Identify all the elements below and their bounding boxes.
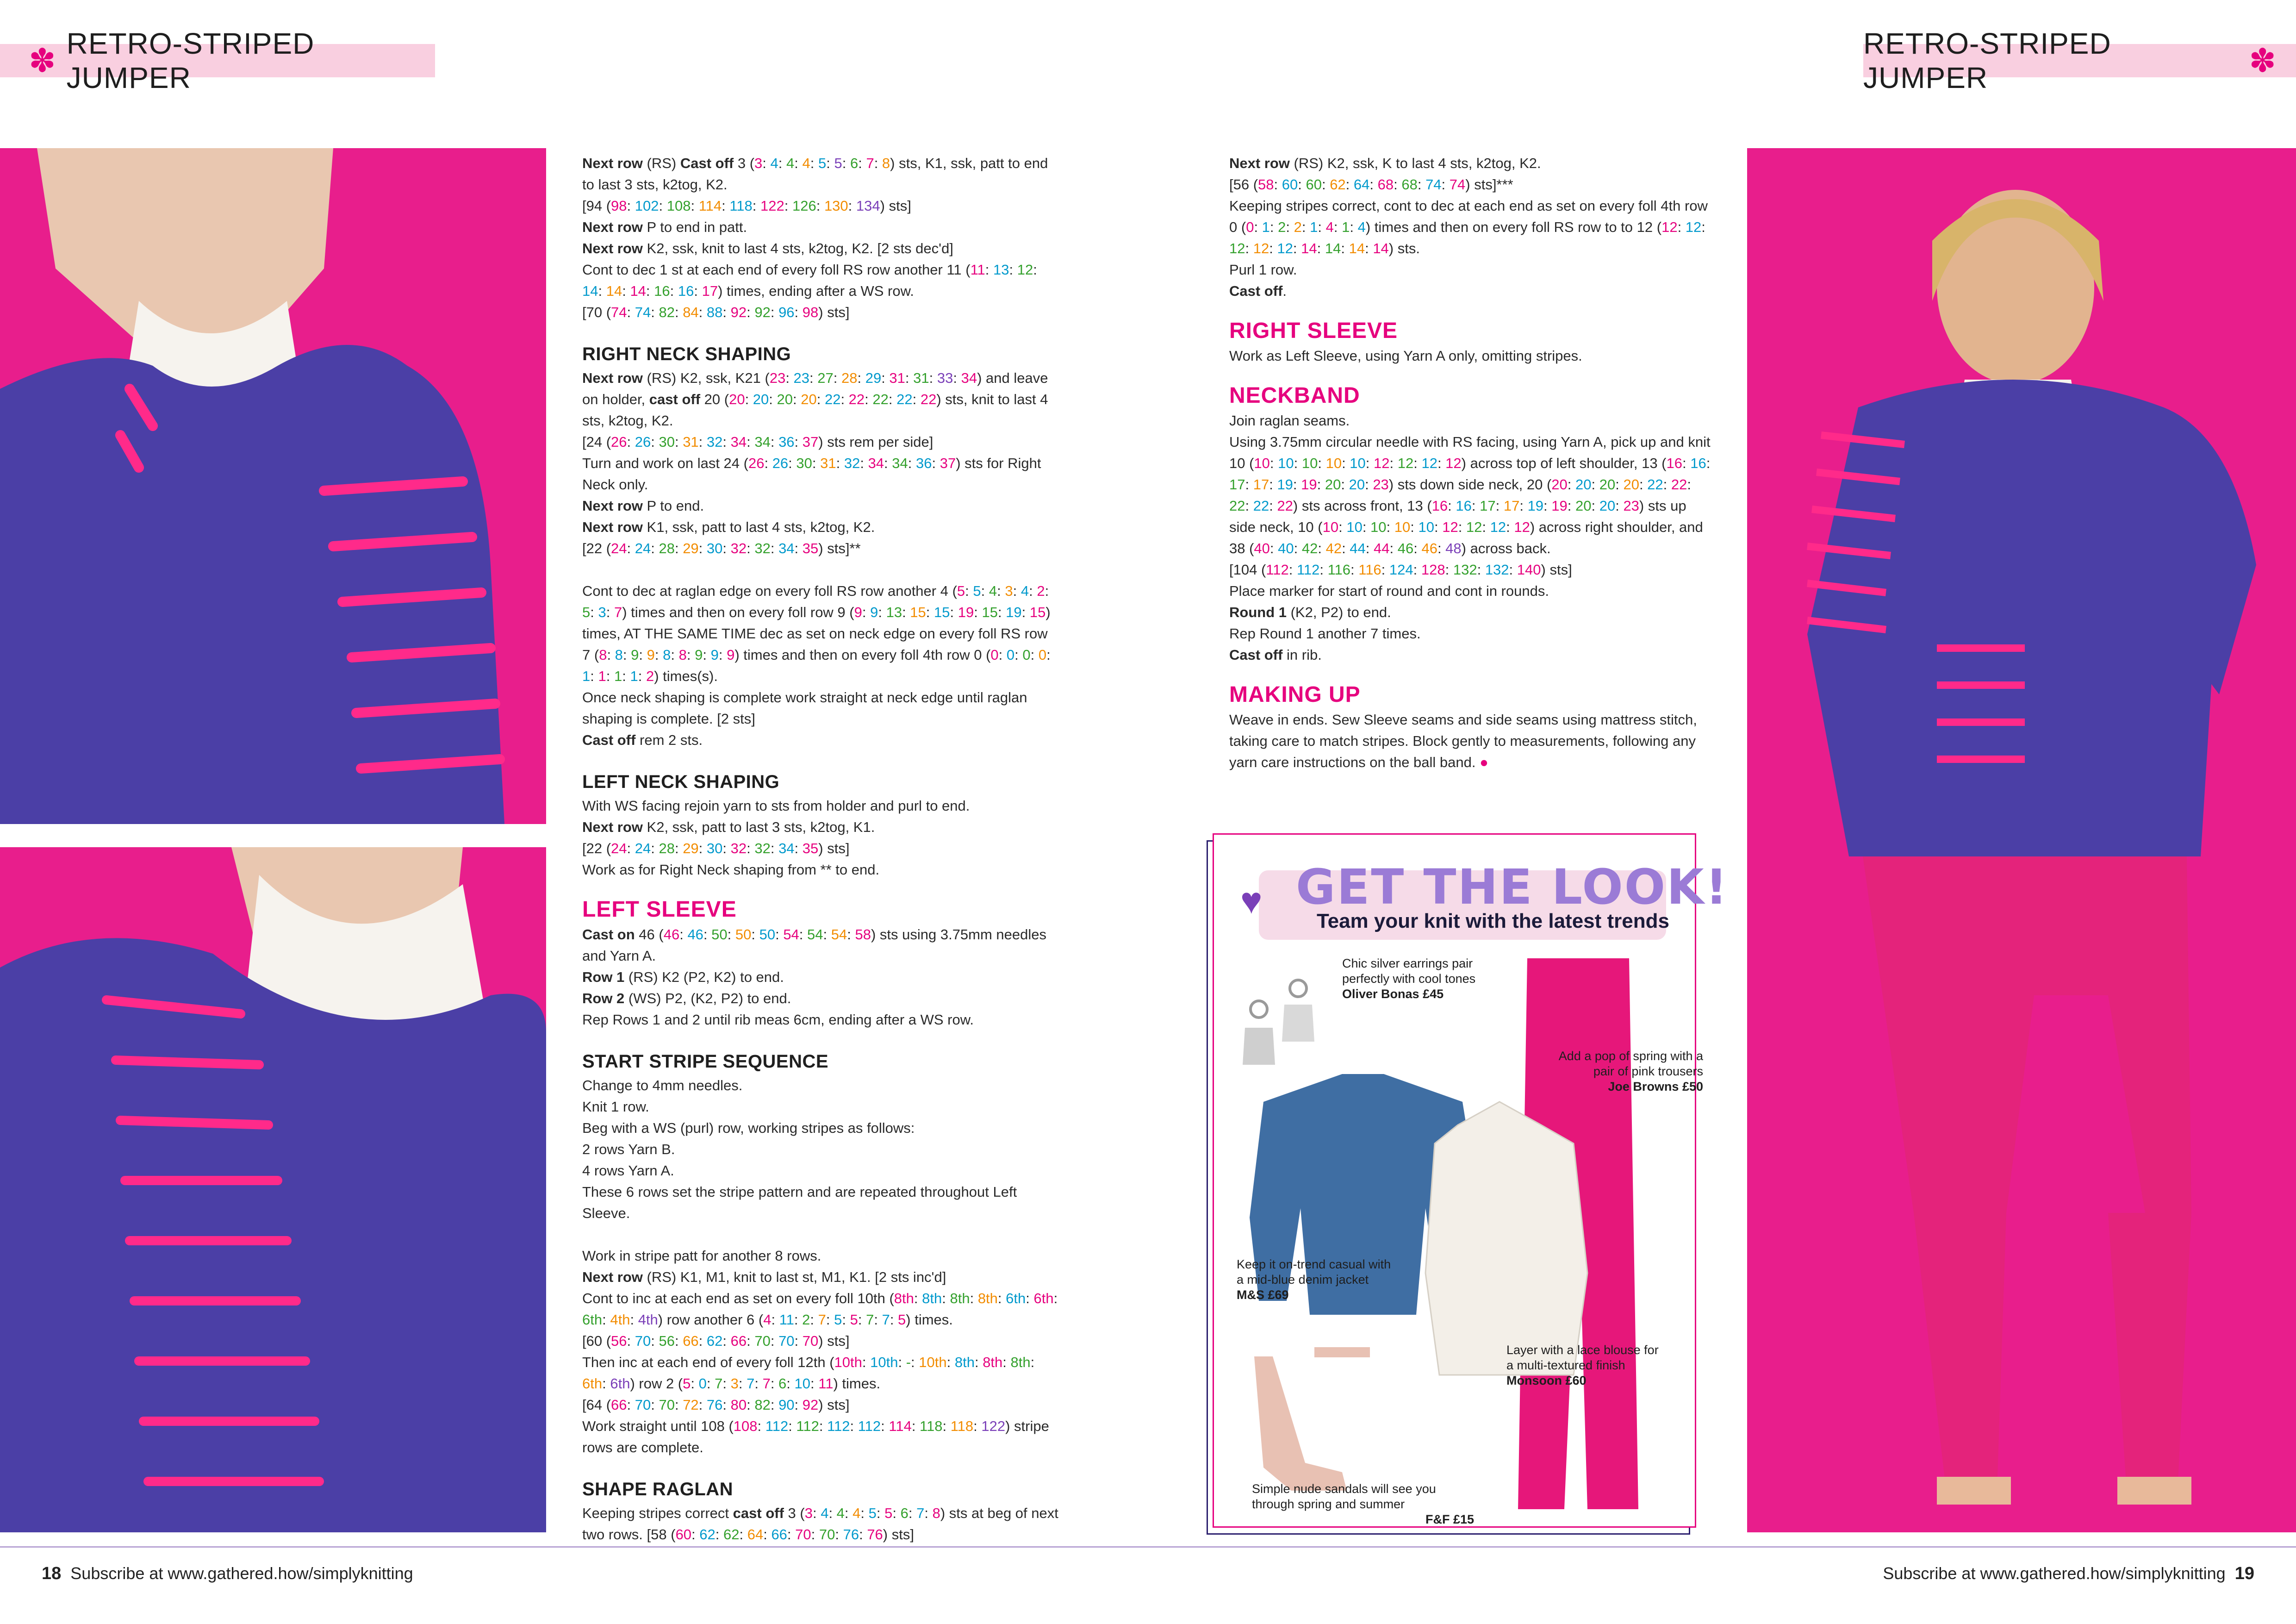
section-heading: RIGHT SLEEVE — [1229, 319, 1398, 343]
photo-model-full — [1747, 148, 2296, 1532]
header-tab-left — [0, 27, 435, 94]
pattern-column-left: Next row (RS) Cast off 3 (3: 4: 4: 4: 5: 5: 6: 7: 8) sts, K1, ssk, patt to end to last 3 sts, k2tog, K2. [94 (98: 102: 108: 114: 118: 122: 126: 130: 134) sts] Next row P to end in patt. Next row K2, ssk, knit to last 4 sts, k2tog, K2. [2 sts dec'd] Cont to dec 1 st at each end of every foll RS row another 11 (11: 13: 12: 14: 14: 14: 16: 16: 17) times, ending after a WS row. [70 (74: 74: 82: 84: 88: 92: 92: 96: 98) sts] RIGHT NECK SHAPING Next row (RS) K2, ssk, K21 (23: 23: 27: 28: 29: 31: 31: 33: 34) and leave on holder, cast off 20 (20: 20: 20: 20: 22: 22: 22: 22: 22) sts, knit to last 4 sts, k2tog, K2. [24 (26: 26: 30: 31: 32: 34: 34: 36: 37) sts rem per side] Turn and work on last 24 (26: 26: 30: 31: 32: 34: 34: 36: 37) sts for Right Neck only. Next row P to end. Next row K1, ssk, patt to last 4 sts, k2tog, K2. [22 (24: 24: 28: 29: 30: 32: 32: 34: 35) sts]** Cont to dec at raglan edge on every foll RS row another 4 (5: 5: 4: 3: 4: 2: 5: 3: 7) times and then on every foll row 9 (9: 9: 13: 15: 15: 19: 15: 19: 15) times, AT THE SAME TIME dec as set on neck edge on every foll RS row 7 (8: 8: 9: 9: 8: 8: 9: 9: 9) times and then on every foll 4th row 0 (0: 0: 0: 0: 1: 1: 1: 1: 2) times(s). Once neck shaping is complete work straight at neck edge until raglan shaping is complete. [2 sts] Cast off rem 2 sts. LEFT NECK SHAPING With WS facing rejoin yarn to sts from holder and purl to end. Next row K2, ssk, patt to last 3 sts, k2tog, K1. [22 (24: 24: 28: 29: 30: 32: 32: 34: 35) sts] Work as for Right Neck shaping from ** to end. LEFT SLEEVE Cast on 46 (46: 46: 50: 50: 50: 54: 54: 54: 58) sts using 3.75mm needles and Yarn A. Row 1 (RS) K2 (P2, K2) to end. Row 2 (WS) P2, (K2, P2) to end. Rep Rows 1 and 2 until rib meas 6cm, ending after a WS row. START STRIPE SEQUENCE Change to 4mm needles. Knit 1 row. Beg with a WS (purl) row, working stripes as follows: 2 rows Yarn B. 4 rows Yarn A. These 6 rows set the stripe pattern and are repeated throughout Left Sleeve. Work in stripe patt for another 8 rows. Next row (RS) K1, M1, knit to last st, M1, K1. [2 sts inc'd] Cont to inc at each end as set on every foll 10th (8th: 8th: 8th: 8th: 6th: 6th: 6th: 4th: 4th) row another 6 (4: 11: 2: 7: 5: 5: 7: 7: 5) times. [60 (56: 70: 56: 66: 62: 66: 70: 70: 70) sts] Then inc at each end of every foll 12th (10th: 10th: -: 10th: 8th: 8th: 8th: 6th: 6th) row 2 (5: 0: 7: 3: 7: 7: 6: 10: 11) times. [64 (66: 70: 70: 72: 76: 80: 82: 90: 92) sts] Work straight until 108 (108: 112: 112: 112: 112: 114: 118: 118: 122) stripe rows are complete. SHAPE RAGLAN Keeping stripes correct cast off 3 (3: 4: 4: 4: 5: 5: 6: 7: 8) sts at beg of next two rows. [58 (60: 62: 62: 64: 66: 70: 70: 76: 76) sts] — [582, 155, 1058, 1543]
footer-right — [1883, 1564, 2254, 1584]
caption-trousers: Add a pop of spring with a pair of pink trousers Joe Browns £50 — [1558, 1049, 1703, 1093]
flower-icon: ✽ — [29, 43, 56, 79]
section-heading: START STRIPE SEQUENCE — [582, 1051, 829, 1072]
lace-blouse-image — [1425, 1102, 1587, 1375]
right-sleeve-text: Work as Left Sleeve, using Yarn A only, omitting stripes. — [1229, 348, 1582, 364]
page-title-left: RETRO-STRIPED JUMPER — [66, 27, 315, 94]
caption-earrings: Chic silver earrings pair perfectly with cool tones Oliver Bonas £45 — [1342, 956, 1476, 1001]
footer-left — [42, 1564, 413, 1584]
flower-icon: ✽ — [2249, 43, 2277, 79]
sandal-image — [1254, 1347, 1370, 1491]
heart-icon: ♥ — [1240, 880, 1263, 921]
subscribe-link-left[interactable]: Subscribe at www.gathered.how/simplyknitting — [70, 1564, 413, 1583]
yarn-ball-icon: ● — [1480, 754, 1488, 770]
page-number-left: 18 — [42, 1564, 62, 1583]
section-heading: SHAPE RAGLAN — [582, 1479, 734, 1499]
section-heading: LEFT SLEEVE — [582, 897, 737, 922]
caption-blouse: Layer with a lace blouse for a multi-textured finish Monsoon £60 — [1506, 1343, 1659, 1387]
pattern-column-right: Next row (RS) K2, ssk, K to last 4 sts, k2tog, K2. [56 (58: 60: 60: 62: 64: 68: 68: 74: 74) sts]*** Keeping stripes correct, cont to dec at each end as set on every foll 4th row 0 (0: 1: 2: 2: 1: 4: 1: 4) times and then on every foll RS row to to 12 (12: 12: 12: 12: 12: 14: 14: 14: 14) sts. Purl 1 row. Cast off. RIGHT SLEEVE Work as Left Sleeve, using Yarn A only, omitting stripes. NECKBAND Join raglan seams. Using 3.75mm circular needle with RS facing, using Yarn A, pick up and knit 10 (10: 10: 10: 10: 10: 12: 12: 12: 12) across top of left shoulder, 13 (16: 16: 17: 17: 19: 19: 20: 20: 23) sts down side neck, 20 (20: 20: 20: 20: 22: 22: 22: 22: 22) sts across front, 13 (16: 16: 17: 17: 19: 19: 20: 20: 23) sts up side neck, 10 (10: 10: 10: 10: 10: 12: 12: 12: 12) across right shoulder, and 38 (40: 40: 42: 42: 44: 44: 46: 46: 48) across back. [104 (112: 112: 116: 116: 124: 128: 132: 132: 140) sts] Place marker for start of round and cont in rounds. Round 1 (K2, P2) to end. Rep Round 1 another 7 times. Cast off in rib. MAKING UP Weave in ends. Sew Sleeve seams and side seams using mattress stitch, taking care to match stripes. Block gently to measurements, following any yarn care instructions on the ball band. ● — [1229, 155, 1711, 770]
caption-jacket: Keep it on-trend casual with a mid-blue denim jacket M&S £69 — [1237, 1257, 1391, 1302]
earrings-image — [1243, 980, 1314, 1065]
header-tab-right — [1863, 27, 2296, 94]
section-heading: RIGHT NECK SHAPING — [582, 344, 791, 364]
get-the-look-title: GET THE LOOK! — [1296, 859, 1729, 915]
page-title-right: RETRO-STRIPED JUMPER — [1863, 27, 2111, 94]
photo-jumper-stripe-detail — [0, 847, 546, 1532]
section-heading: LEFT NECK SHAPING — [582, 772, 780, 792]
footer-rule — [0, 1546, 2296, 1548]
page-number-right: 19 — [2234, 1564, 2254, 1583]
divider — [1075, 148, 1076, 1532]
photo-jumper-neck-closeup — [0, 148, 546, 824]
making-up-text: Weave in ends. Sew Sleeve seams and side seams using mattress stitch, taking care to match stripes. Block gently to measurements, following any yarn care instructions on the ball band. — [1229, 712, 1697, 770]
get-the-look-subtitle: Team your knit with the latest trends — [1317, 910, 1669, 932]
caption-sandals: Simple nude sandals will see you through spring and summer F&F £15 — [1252, 1482, 1474, 1526]
subscribe-link-right[interactable]: Subscribe at www.gathered.how/simplyknitting — [1883, 1564, 2226, 1583]
product-illustrations — [1222, 949, 1685, 1518]
section-heading: MAKING UP — [1229, 682, 1361, 707]
section-heading: NECKBAND — [1229, 383, 1360, 408]
